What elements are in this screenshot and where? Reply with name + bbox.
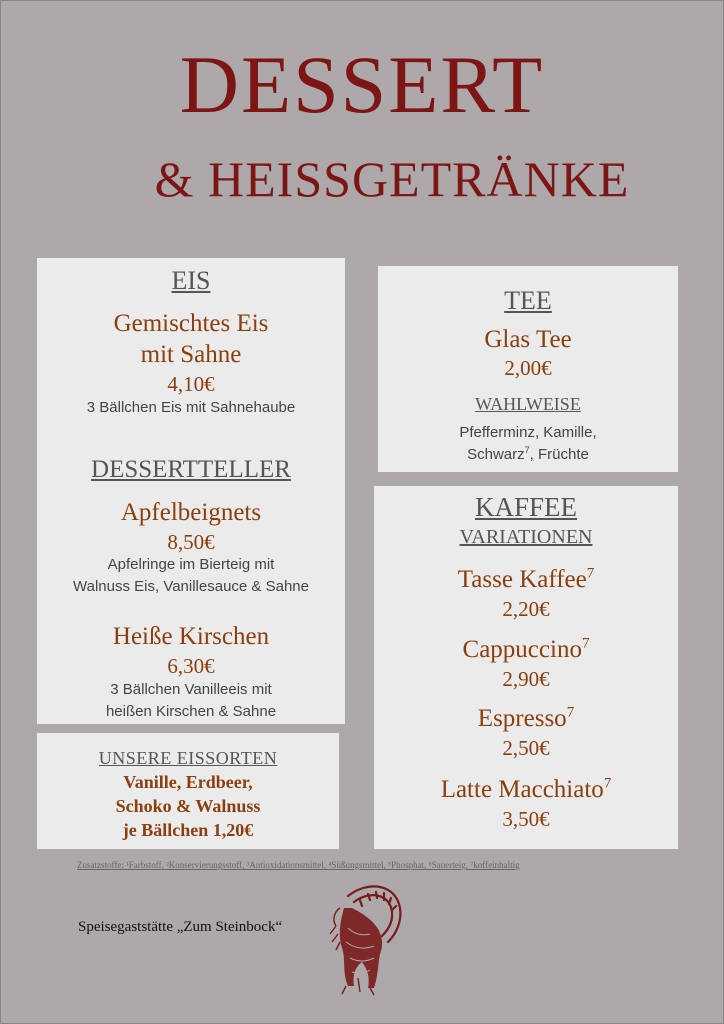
cappuccino-name: Cappuccino$^7$ (462, 635, 590, 663)
latte-macchiato-price: 3,50€ (502, 807, 550, 831)
restaurant-name: Speisegaststätte „Zum Steinbock“ (78, 919, 283, 935)
tee-heading: TEE (504, 286, 552, 315)
wahlweise-heading: WAHLWEISE (475, 394, 581, 414)
eis-description: 3 Bällchen Eis mit Sahnehaube (86, 399, 296, 416)
latte-macchiato-name: Latte Macchiato$^7$ (440, 775, 612, 803)
eissorten-panel (37, 733, 339, 849)
kaffee-subheading: VARIATIONEN (459, 526, 593, 548)
eis-item-line2: mit Sahne (140, 341, 242, 368)
kaffee-heading: KAFFEE (474, 492, 577, 522)
eis-price: 4,10€ (167, 372, 215, 396)
espresso-price: 2,50€ (502, 736, 550, 760)
tee-item: Glas Tee (484, 326, 572, 353)
apfelbeignets-desc-line2: Walnuss Eis, Vanillesauce & Sahne (73, 578, 309, 595)
tee-options-line1: Pfefferminz, Kamille, (459, 424, 597, 441)
tee-options-line2: Schwarz$^7$, Früchte (467, 445, 589, 463)
tee-panel (378, 266, 678, 472)
page-title: DESSERT (179, 39, 545, 130)
eis-dessert-panel (37, 258, 345, 724)
eissorten-line3: je Bällchen 1,20€ (122, 820, 254, 840)
additives-footnote: Zusatzstoffe: ¹Farbstoff, ²Konservierungsstoff, ³Antioxidationsmittel, ⁴Süßungsmittel, ⁵Phosphat, ⁶Sauerteig, ⁷koffeinhaltig (77, 860, 520, 870)
eissorten-line2: Schoko & Walnuss (115, 796, 261, 816)
kaffee-panel (374, 486, 678, 849)
kirschen-name: Heiße Kirschen (112, 623, 270, 650)
eis-heading: EIS (171, 266, 211, 295)
cappuccino-price: 2,90€ (502, 667, 550, 691)
kirschen-desc-line2: heißen Kirschen & Sahne (105, 703, 277, 720)
eis-item-line1: Gemischtes Eis (113, 310, 269, 337)
apfelbeignets-name: Apfelbeignets (120, 499, 262, 526)
apfelbeignets-price: 8,50€ (167, 530, 215, 554)
kaffee-item-name: Tasse Kaffee$^7$ (457, 565, 595, 593)
tee-price: 2,00€ (504, 356, 552, 380)
ibex-logo (318, 878, 414, 996)
apfelbeignets-desc-line1: Apfelringe im Bierteig mit (107, 556, 275, 573)
eissorten-heading: UNSERE EISSORTEN (98, 748, 278, 768)
page-subtitle: & HEISSGETRÄNKE (154, 151, 630, 207)
kirschen-price: 6,30€ (167, 654, 215, 678)
kirschen-desc-line1: 3 Bällchen Vanilleeis mit (110, 681, 272, 698)
dessertteller-heading: DESSERTTELLER (91, 456, 291, 483)
kaffee-item-price: 2,20€ (502, 597, 550, 621)
eissorten-line1: Vanille, Erdbeer, (123, 772, 253, 792)
espresso-name: Espresso$^7$ (477, 704, 575, 732)
